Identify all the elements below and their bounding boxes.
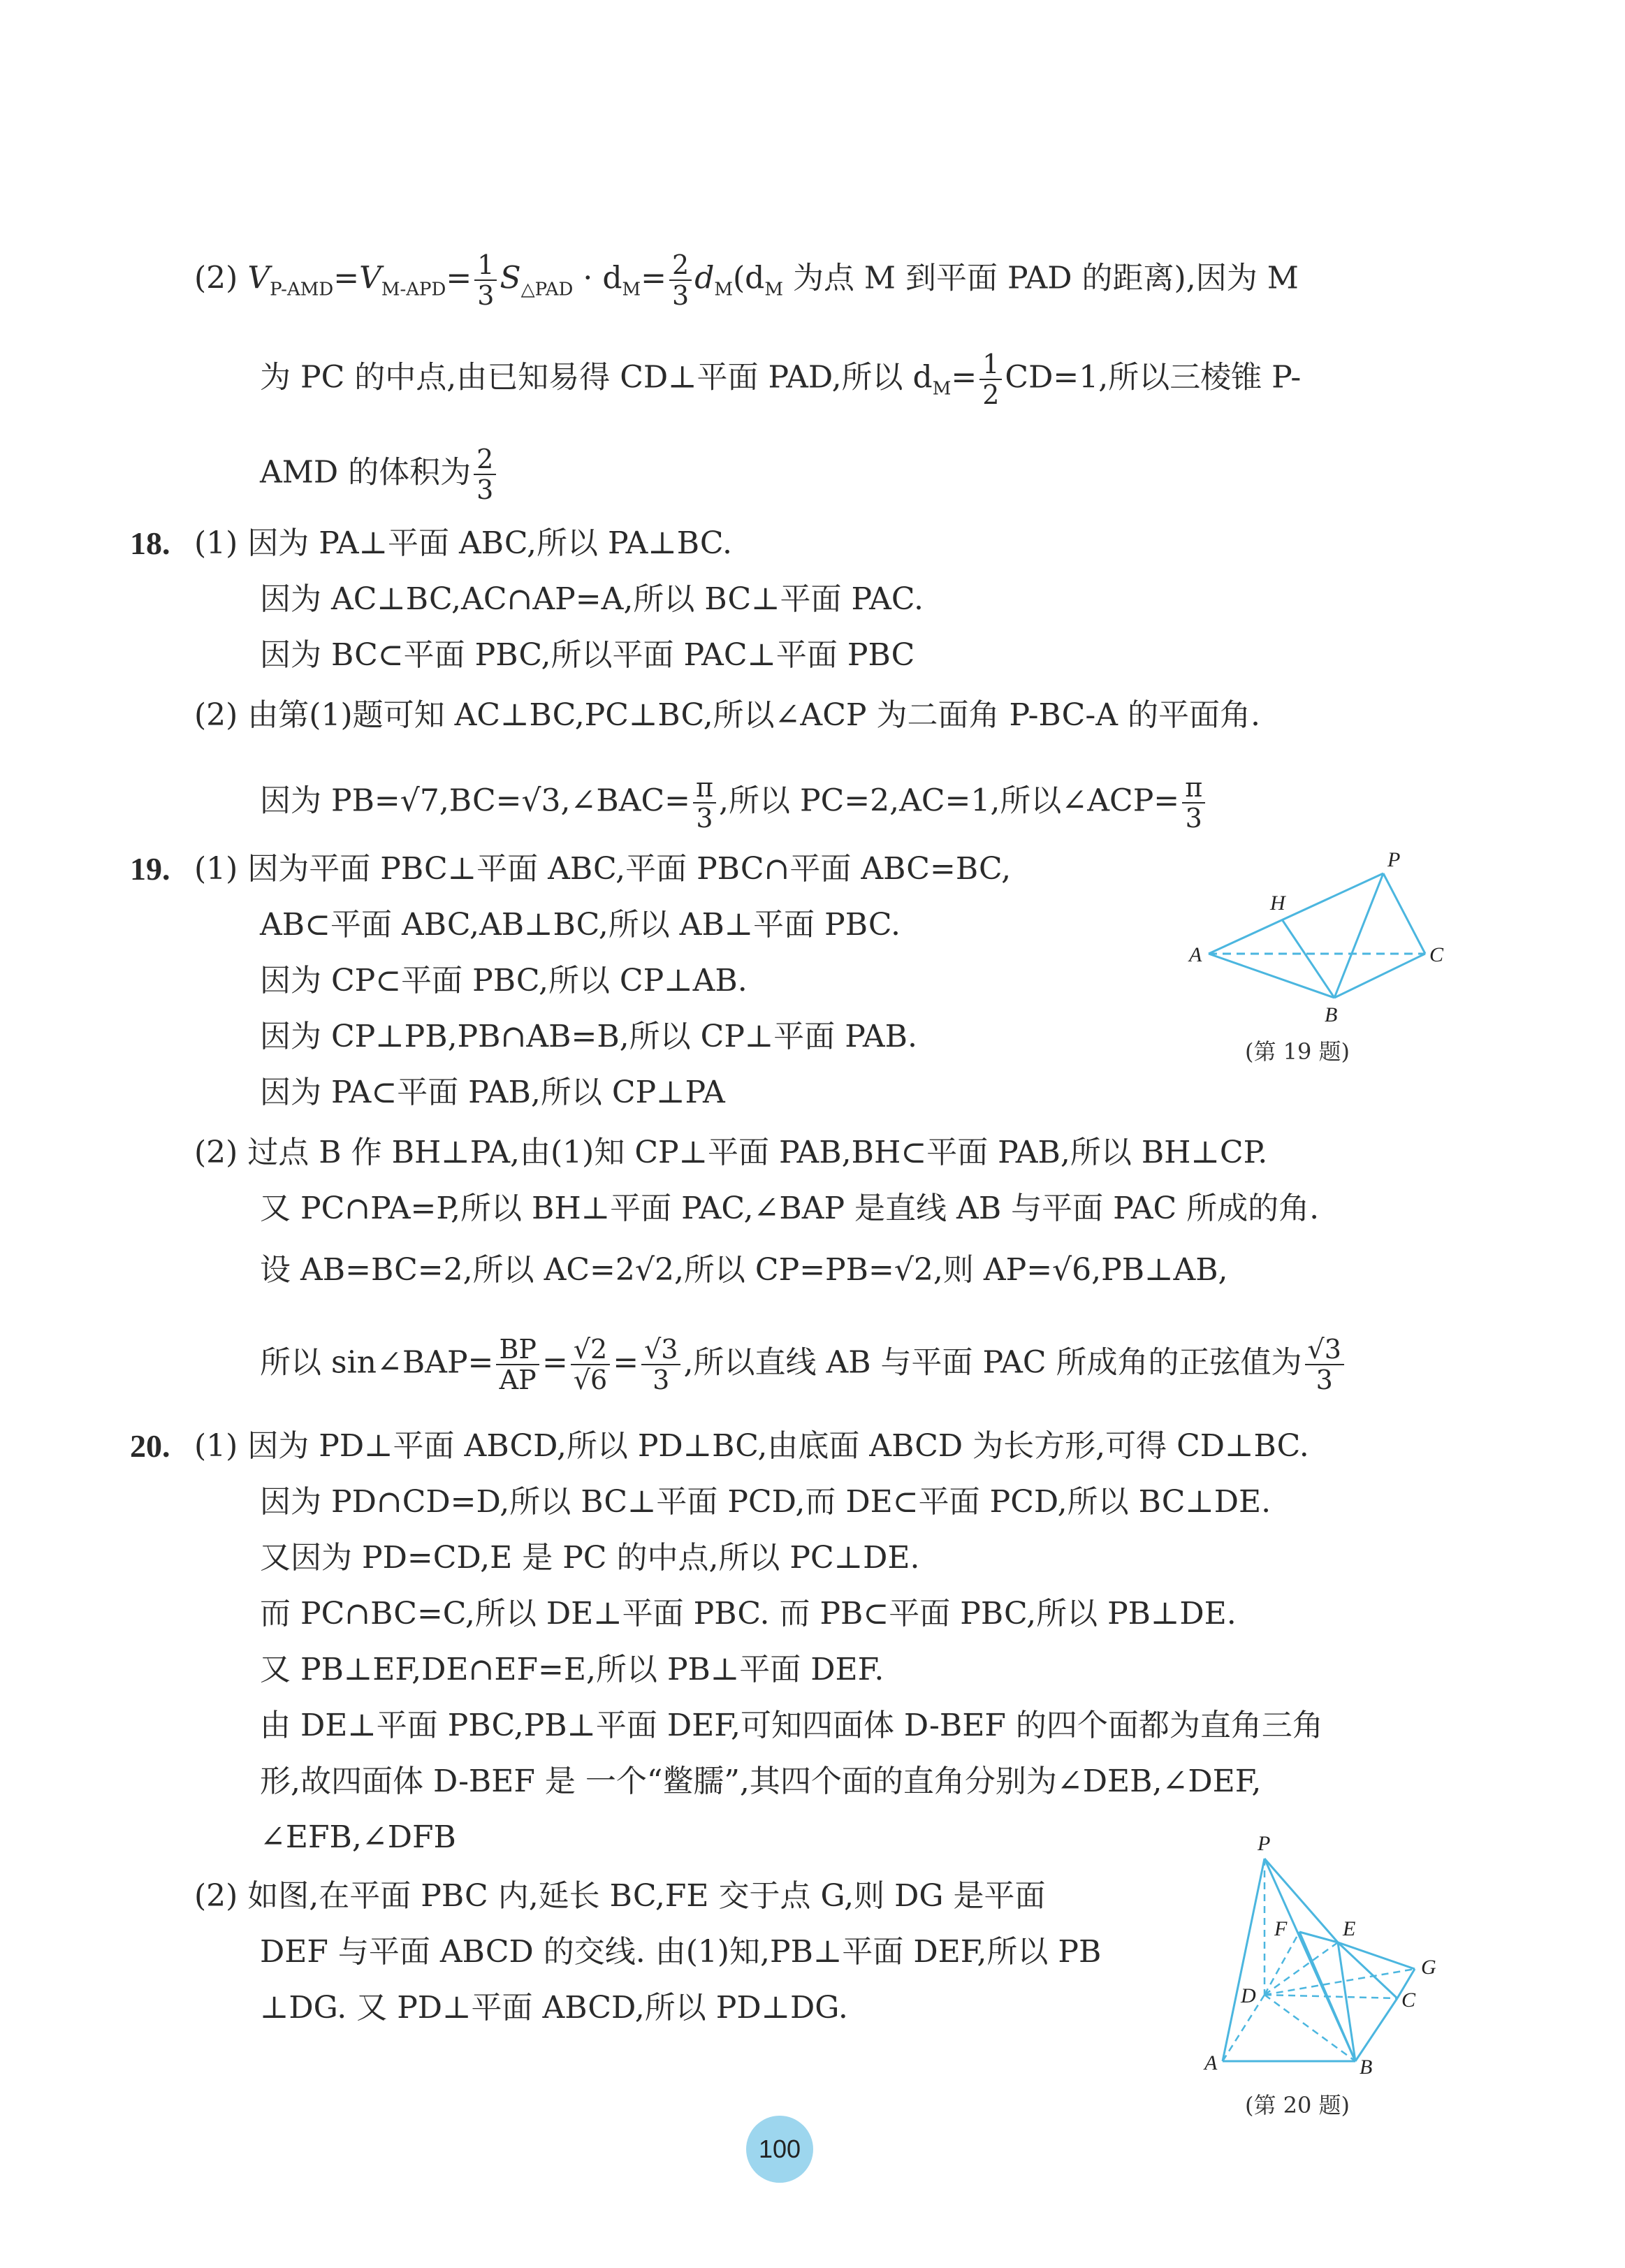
- p20-line-8: ∠EFB,∠DFB: [260, 1819, 456, 1855]
- p20-line-10: DEF 与平面 ABCD 的交线. 由(1)知,PB⊥平面 DEF,所以 PB: [260, 1934, 1102, 1970]
- point-label: E: [1343, 1917, 1356, 1940]
- p18-line-2: 因为 AC⊥BC,AC∩AP=A,所以 BC⊥平面 PAC.: [260, 581, 924, 617]
- p19-line-9: 所以 sin∠BAP= $\frac{BP}{AP}$ = $\frac{√2}{√6}$ = $\frac{√3}{3}$ ,所以直线 AB 与平面 PAC 所成角的正弦值为 $\frac{√3}{3}$: [260, 1335, 1347, 1395]
- p19-line-3: 因为 CP⊂平面 PBC,所以 CP⊥AB.: [260, 963, 748, 998]
- problem-number: 19.: [130, 851, 170, 887]
- fraction: $\frac{\pi}{3}$: [693, 773, 716, 833]
- p17-line-2: 为 PC 的中点,由已知易得 CD⊥平面 PAD,所以 $d_M=$ $\frac{1}{2}$ CD=1,所以三棱锥 P-: [260, 349, 1302, 410]
- fraction: $\frac{√3}{3}$: [1305, 1335, 1344, 1395]
- p19-line-4: 因为 CP⊥PB,PB∩AB=B,所以 CP⊥平面 PAB.: [260, 1019, 917, 1054]
- p19-line-2: AB⊂平面 ABC,AB⊥BC,所以 AB⊥平面 PBC.: [260, 907, 901, 943]
- point-label: B: [1360, 2056, 1373, 2079]
- p20-line-2: 因为 PD∩CD=D,所以 BC⊥平面 PCD,而 DE⊂平面 PCD,所以 BC⊥DE.: [260, 1484, 1271, 1520]
- point-label: P: [1387, 848, 1401, 871]
- problem-number: 20.: [130, 1428, 170, 1464]
- fraction: $\frac{√3}{3}$: [641, 1335, 680, 1395]
- p20-line-9: (2) 如图,在平面 PBC 内,延长 BC,FE 交于点 G,则 DG 是平面: [194, 1878, 1046, 1914]
- p20-line-11: ⊥DG. 又 PD⊥平面 ABCD,所以 PD⊥DG.: [260, 1990, 848, 2026]
- p20-line-7: 形,故四面体 D-BEF 是 一个“鳖臑”,其四个面的直角分别为∠DEB,∠DEF,: [260, 1764, 1262, 1799]
- fraction: $\frac{√2}{√6}$: [571, 1335, 610, 1395]
- point-label: G: [1421, 1956, 1436, 1979]
- fraction: $\frac{BP}{AP}$: [496, 1335, 539, 1395]
- p18-line-5: 因为 PB=√7,BC=√3,∠BAC= $\frac{\pi}{3}$ ,所以 PC=2,AC=1,所以∠ACP= $\frac{\pi}{3}$: [260, 773, 1208, 833]
- p18-line-3: 因为 BC⊂平面 PBC,所以平面 PAC⊥平面 PBC: [260, 637, 915, 673]
- p17-line-1: (2) $V_{P-AMD}=V_{M-APD}=$ $\frac{1}{3}$ $S_{\triangle PAD} \cdot d_M=$ $\frac{2}{3}$ $d_M(d_M$ 为点 M 到平面 PAD 的距离),因为 M: [194, 249, 1299, 311]
- point-label: F: [1274, 1917, 1288, 1940]
- point-label: P: [1258, 1832, 1271, 1855]
- point-label: H: [1270, 892, 1285, 915]
- p20-line-4: 而 PC∩BC=C,所以 DE⊥平面 PBC. 而 PB⊂平面 PBC,所以 PB⊥DE.: [260, 1596, 1237, 1631]
- point-label: C: [1401, 1989, 1416, 2012]
- p20-line-3: 又因为 PD=CD,E 是 PC 的中点,所以 PC⊥DE.: [260, 1540, 920, 1576]
- fraction: $\frac{2}{3}$: [474, 444, 496, 504]
- figure-20-caption: (第 20 题): [1245, 2092, 1350, 2118]
- p20-line-1: (1) 因为 PD⊥平面 ABCD,所以 PD⊥BC,由底面 ABCD 为长方形,可得 CD⊥BC.: [194, 1428, 1309, 1464]
- p19-line-8: 设 AB=BC=2,所以 AC=2√2,所以 CP=PB=√2,则 AP=√6,PB⊥AB,: [260, 1252, 1228, 1288]
- p18-line-1: (1) 因为 PA⊥平面 ABC,所以 PA⊥BC.: [194, 525, 732, 561]
- fraction: $\frac{2}{3}$: [669, 250, 692, 310]
- fraction: $\frac{\pi}{3}$: [1182, 773, 1205, 833]
- p19-line-7: 又 PC∩PA=P,所以 BH⊥平面 PAC,∠BAP 是直线 AB 与平面 PAC 所成的角.: [260, 1191, 1320, 1226]
- point-label: C: [1429, 943, 1444, 966]
- p20-line-6: 由 DE⊥平面 PBC,PB⊥平面 DEF,可知四面体 D-BEF 的四个面都为直角三角: [260, 1708, 1323, 1743]
- problem-number: 18.: [130, 525, 170, 561]
- figure-19-caption: (第 19 题): [1245, 1038, 1350, 1065]
- point-label: B: [1325, 1003, 1338, 1026]
- fraction: $\frac{1}{2}$: [979, 349, 1002, 409]
- p20-line-5: 又 PB⊥EF,DE∩EF=E,所以 PB⊥平面 DEF.: [260, 1652, 884, 1687]
- fraction: $\frac{1}{3}$: [474, 250, 497, 310]
- point-label: A: [1204, 2051, 1218, 2074]
- p19-line-6: (2) 过点 B 作 BH⊥PA,由(1)知 CP⊥平面 PAB,BH⊂平面 PAB,所以 BH⊥CP.: [194, 1135, 1268, 1170]
- p19-line-5: 因为 PA⊂平面 PAB,所以 CP⊥PA: [260, 1075, 725, 1110]
- figure-20: [1188, 1831, 1467, 2096]
- p18-line-4: (2) 由第(1)题可知 AC⊥BC,PC⊥BC,所以∠ACP 为二面角 P-BC-A 的平面角.: [194, 697, 1260, 733]
- page-number: 100: [746, 2116, 813, 2183]
- p17-line-3: AMD 的体积为 $\frac{2}{3}$: [260, 444, 499, 504]
- p19-line-1: (1) 因为平面 PBC⊥平面 ABC,平面 PBC∩平面 ABC=BC,: [194, 851, 1012, 887]
- point-label: D: [1241, 1984, 1256, 2007]
- point-label: A: [1189, 943, 1202, 966]
